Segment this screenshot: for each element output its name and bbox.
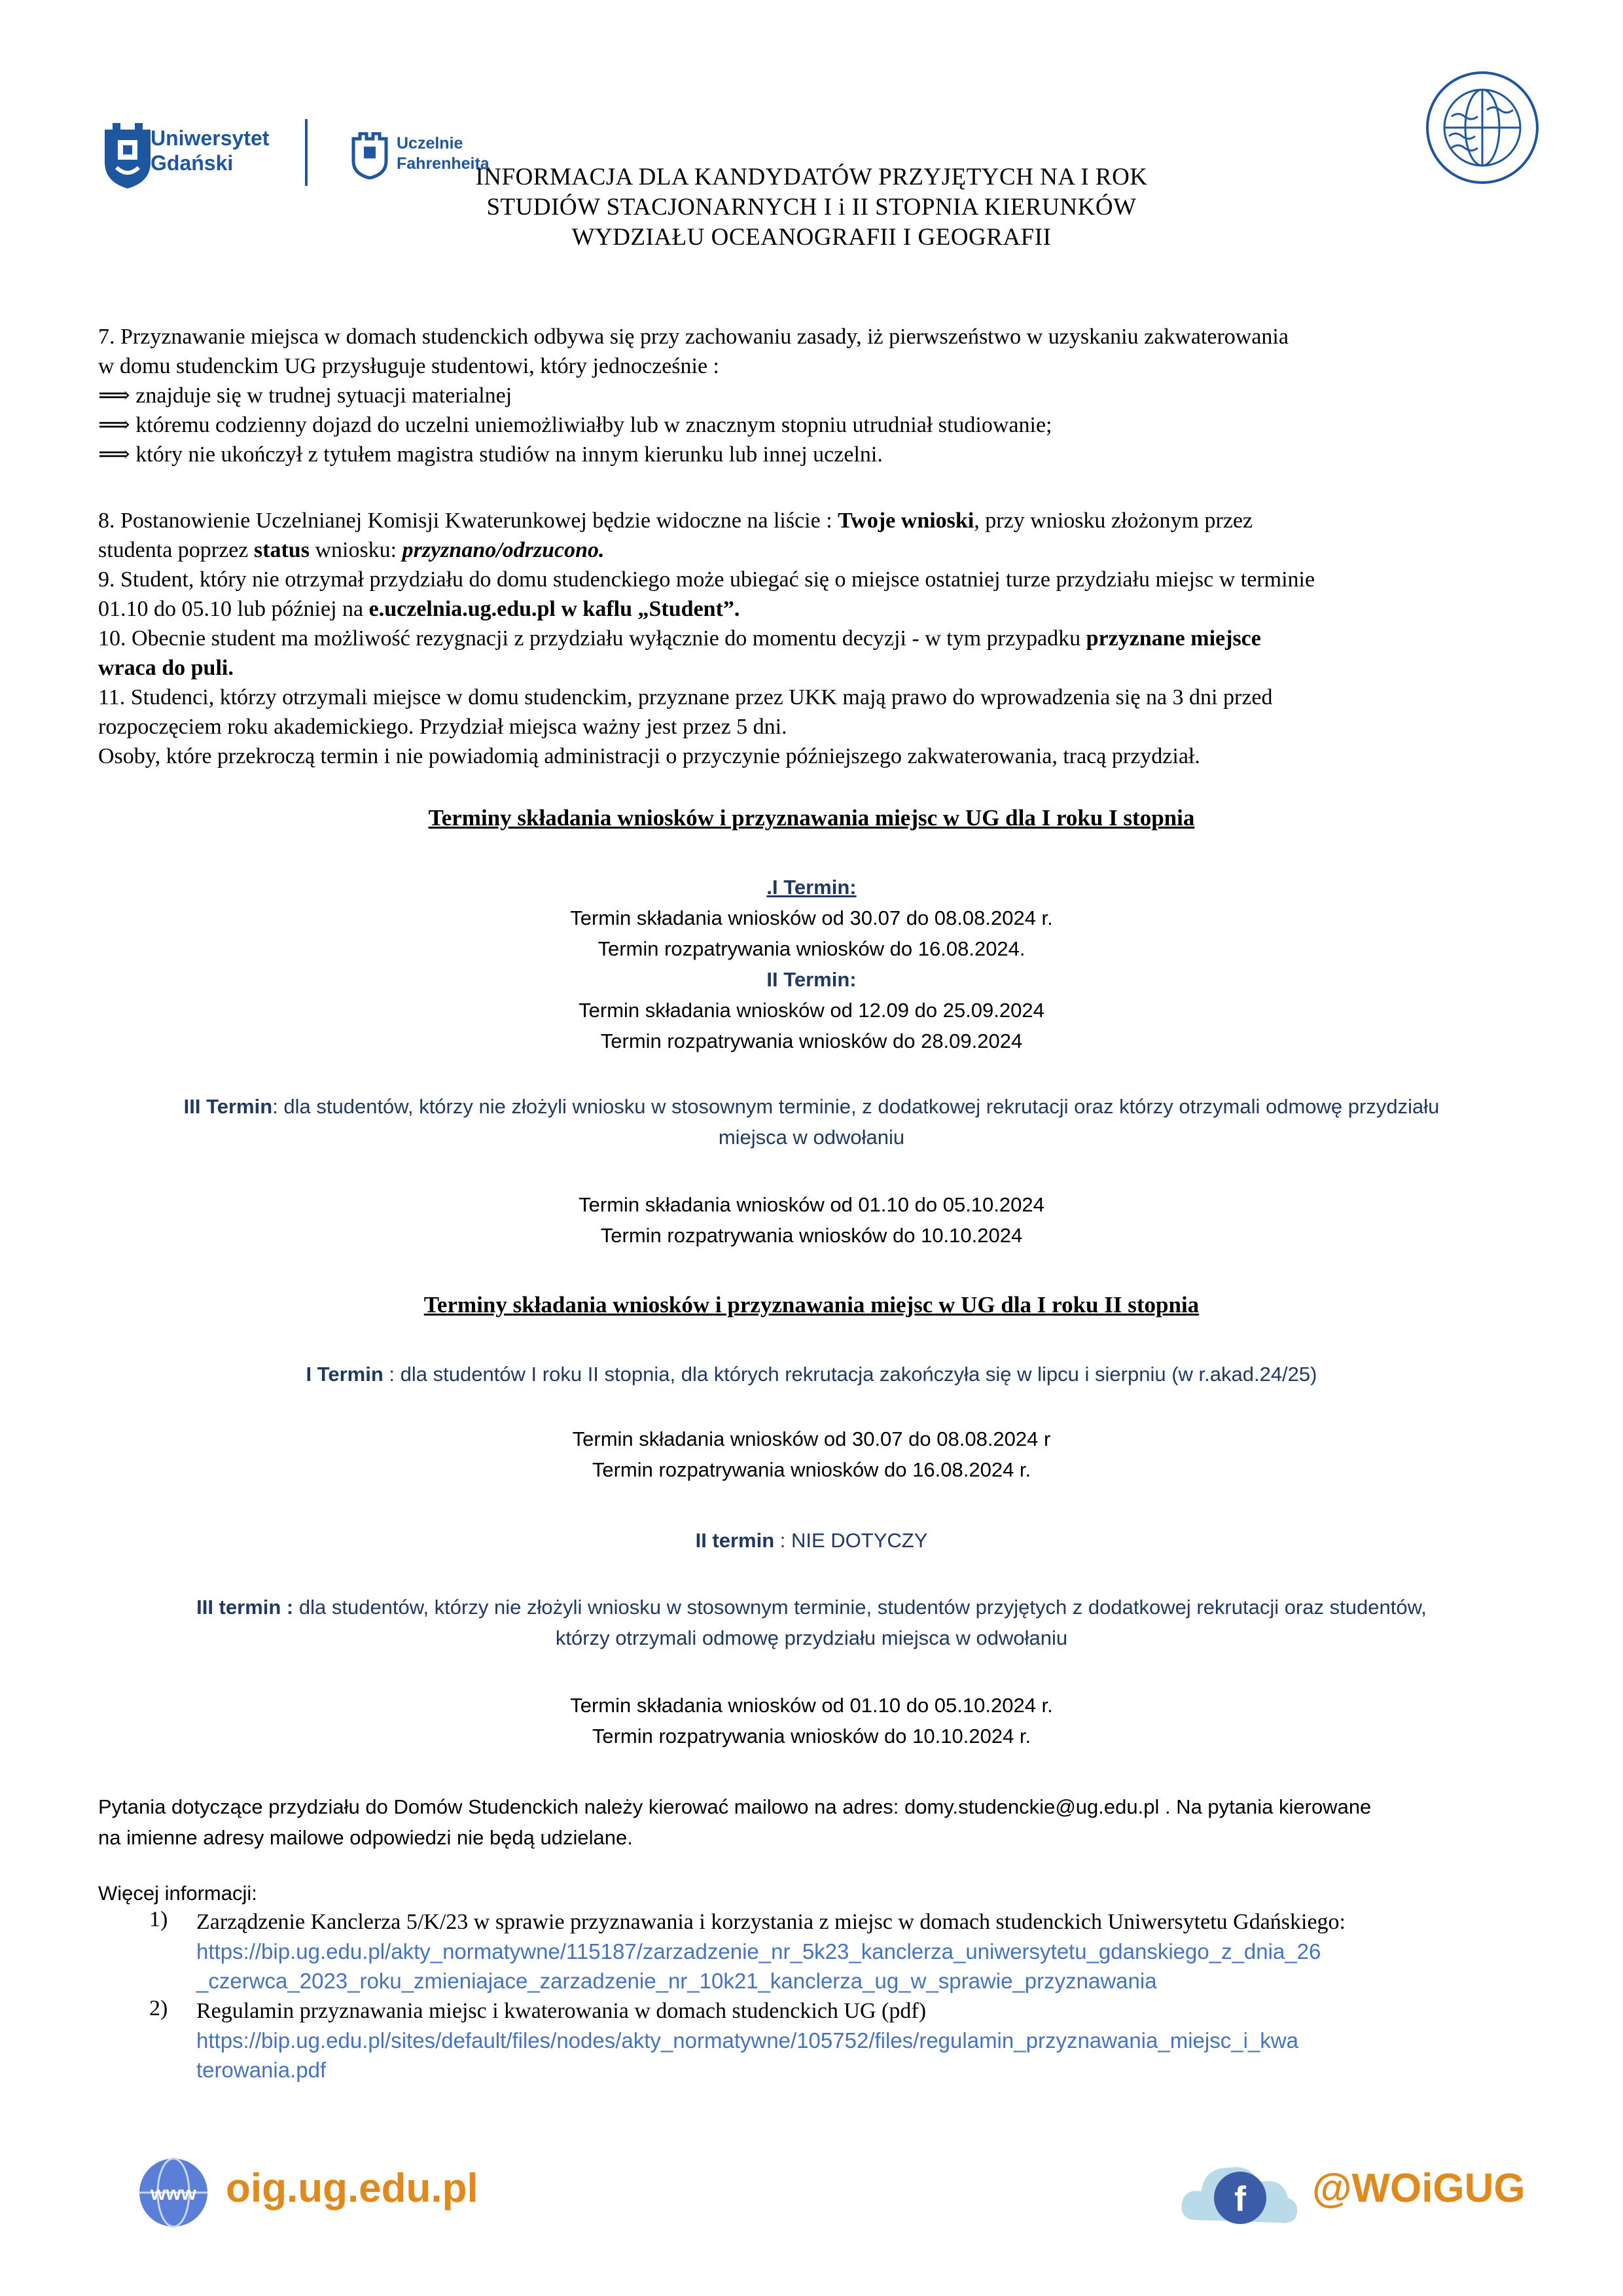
title-line-1: INFORMACJA DLA KANDYDATÓW PRZYJĘTYCH NA I ROK <box>475 164 1148 190</box>
point-11-line2: rozpoczęciem roku akademickiego. Przydział miejsca ważny jest przez 5 dni. <box>98 715 787 739</box>
list-item-2-text: Regulamin przyznawania miejsc i kwaterowania w domach studenckich UG (pdf) <box>196 1999 927 2023</box>
list-item-1-link-line1[interactable]: https://bip.ug.edu.pl/akty_normatywne/115187/zarzadzenie_nr_5k23_kanclerza_uniwersytetu_gdanskiego_z_dnia_26 <box>196 1939 1321 1964</box>
s1-term3-label: III Termin <box>183 1095 273 1118</box>
section-1-term-3-desc: III Termin: dla studentów, którzy nie złożyli wniosku w stosownym terminie, z dodatkowej rekrutacji oraz którzy otrzymali odmowę przydziału miejsca w odwołaniu <box>183 1095 1440 1149</box>
s2-term1-submit: Termin składania wniosków od 30.07 do 08.08.2024 r <box>572 1427 1051 1450</box>
more-info-title: Więcej informacji: <box>98 1882 257 1905</box>
ug-logo-line1: Uniwersytet <box>151 126 270 150</box>
s1-term1-submit: Termin składania wniosków od 30.07 do 08.08.2024 r. <box>570 906 1053 929</box>
list-item-2-link-line2[interactable]: terowania.pdf <box>196 2058 327 2082</box>
contact-info <box>98 1791 1531 1853</box>
ug-logo-line2: Gdański <box>151 151 234 175</box>
s1-term3-review: Termin rozpatrywania wniosków do 10.10.2024 <box>600 1224 1023 1247</box>
points-8-11 <box>98 506 1531 771</box>
s2-term3-review: Termin rozpatrywania wniosków do 10.10.2024 r. <box>592 1725 1031 1748</box>
list-item-1-number: 1) <box>149 1907 168 1931</box>
point-7-bullet-1: ⟹ znajduje się w trudnej sytuacji materialnej <box>98 384 512 408</box>
s1-term3-submit: Termin składania wniosków od 01.10 do 05.10.2024 <box>579 1193 1044 1216</box>
s1-term2-review: Termin rozpatrywania wniosków do 28.09.2024 <box>600 1030 1023 1052</box>
title-line-3: WYDZIAŁU OCEANOGRAFII I GEOGRAFII <box>571 224 1052 251</box>
point-7-bullet-2: ⟹ któremu codzienny dojazd do uczelni uniemożliwiałby lub w znacznym stopniu utrudniał studiowanie; <box>98 413 1052 437</box>
point-7-line1: 7. Przyznawanie miejsca w domach studenckich odbywa się przy zachowaniu zasady, iż pierwszeństwo w uzyskaniu zakwaterowania <box>98 325 1289 349</box>
point-10-line1: 10. Obecnie student ma możliwość rezygnacji z przydziału wyłącznie do momentu decyzji - w tym przypadku przyznane miejsce <box>98 626 1261 651</box>
contact-line1: Pytania dotyczące przydziału do Domów Studenckich należy kierować mailowo na adres: domy.studenckie@ug.edu.pl . Na pytania kierowane <box>98 1795 1372 1818</box>
section-2-term-1-dates <box>0 1424 1623 1485</box>
point-7-line2: w domu studenckim UG przysługuje studentowi, który jednocześnie : <box>98 354 719 378</box>
facebook-cloud-icon <box>1178 2148 1302 2240</box>
point-7-bullet-3: ⟹ który nie ukończył z tytułem magistra studiów na innym kierunku lub innej uczelni. <box>98 442 883 467</box>
footer-facebook-handle[interactable]: @WOiGUG <box>1312 2166 1525 2211</box>
list-item-1-link-line2[interactable]: _czerwca_2023_roku_zmieniajace_zarzadzenie_nr_10k21_kanclerza_ug_w_sprawie_przyznawania <box>196 1969 1157 1993</box>
section-2-heading: Terminy składania wniosków i przyznawania miejsc w UG dla I roku II stopnia <box>423 1292 1200 1318</box>
euczelnia-link-text: e.uczelnia.ug.edu.pl w kaflu „Student”. <box>368 597 740 621</box>
section-2-term-3-desc: III termin : dla studentów, którzy nie złożyli wniosku w stosownym terminie, studentów przyjętych z dodatkowej rekrutacji oraz studentów, którzy otrzymali odmowę przydziału miejsca w odwołaniu <box>196 1596 1427 1649</box>
list-item-1-text: Zarządzenie Kanclerza 5/K/23 w sprawie przyznawania i korzystania z miejsc w domach studenckich Uniwersytetu Gdańskiego: <box>196 1910 1346 1934</box>
list-item-1 <box>196 1907 1538 1996</box>
s2-term1-label: I Termin <box>306 1363 383 1386</box>
s1-term2-label: II Termin: <box>766 968 857 991</box>
s2-term3-label: III termin : <box>196 1596 294 1619</box>
point-9-line2: 01.10 do 05.10 lub później na e.uczelnia.ug.edu.pl w kaflu „Student”. <box>98 597 740 621</box>
www-label: www <box>150 2183 197 2204</box>
point-11-line1: 11. Studenci, którzy otrzymali miejsce w domu studenckim, przyznane przez UKK mają prawo do wprowadzenia się na 3 dni przed <box>98 685 1273 709</box>
twoje-wnioski-label: Twoje wnioski <box>838 509 974 533</box>
s1-term2-submit: Termin składania wniosków od 12.09 do 25.09.2024 <box>579 999 1044 1022</box>
fb-letter: f <box>1234 2179 1246 2219</box>
list-item-2-link-line1[interactable]: https://bip.ug.edu.pl/sites/default/files/nodes/akty_normatywne/105752/files/regulamin_przyznawania_miejsc_i_kwa <box>196 2028 1298 2053</box>
point-9-line1: 9. Student, który nie otrzymał przydziału do domu studenckiego może ubiegać się o miejsce ostatniej turze przydziału miejsc w terminie <box>98 567 1315 592</box>
point-7 <box>98 322 1531 469</box>
s1-term1-review: Termin rozpatrywania wniosków do 16.08.2024. <box>597 937 1026 960</box>
point-8-line1: 8. Postanowienie Uczelnianej Komisji Kwaterunkowej będzie widoczne na liście : Twoje wnioski, przy wniosku złożonym przez <box>98 509 1253 533</box>
status-values: przyznano/odrzucono. <box>402 538 605 562</box>
list-item-2 <box>196 1996 1538 2085</box>
s1-term1-label: .I Termin: <box>766 876 857 899</box>
section-1-term-1 <box>0 872 1623 1056</box>
contact-line2: na imienne adresy mailowe odpowiedzi nie będą udzielane. <box>98 1826 633 1849</box>
point-8-line2: studenta poprzez status wniosku: przyznano/odrzucono. <box>98 538 605 562</box>
list-item-2-number: 2) <box>149 1996 168 2020</box>
fahrenheit-logo-line2: Fahrenheita <box>397 154 490 173</box>
s2-term3-submit: Termin składania wniosków od 01.10 do 05.10.2024 r. <box>570 1694 1053 1717</box>
section-2-term-2: II termin : NIE DOTYCZY <box>695 1529 928 1552</box>
s2-term2-label: II termin <box>695 1529 775 1552</box>
www-globe-icon <box>137 2157 209 2229</box>
section-1-heading: Terminy składania wniosków i przyznawania miejsc w UG dla I roku I stopnia <box>428 805 1195 831</box>
footer-website[interactable]: oig.ug.edu.pl <box>226 2166 478 2211</box>
fahrenheit-logo-line1: Uczelnie <box>397 134 463 152</box>
title-line-2: STUDIÓW STACJONARNYCH I i II STOPNIA KIERUNKÓW <box>486 194 1137 221</box>
point-10-line2: wraca do puli. <box>98 656 234 680</box>
point-11-line3: Osoby, które przekroczą termin i nie powiadomią administracji o przyczynie późniejszego zakwaterowania, tracą przydział. <box>98 744 1200 768</box>
section-1-term-3-dates <box>0 1189 1623 1251</box>
section-2-term-1-desc: I Termin : dla studentów I roku II stopnia, dla których rekrutacja zakończyła się w lipcu i sierpniu (w r.akad.24/25) <box>306 1363 1317 1386</box>
s2-term1-review: Termin rozpatrywania wniosków do 16.08.2024 r. <box>592 1458 1031 1481</box>
section-2-term-3-dates <box>0 1690 1623 1751</box>
